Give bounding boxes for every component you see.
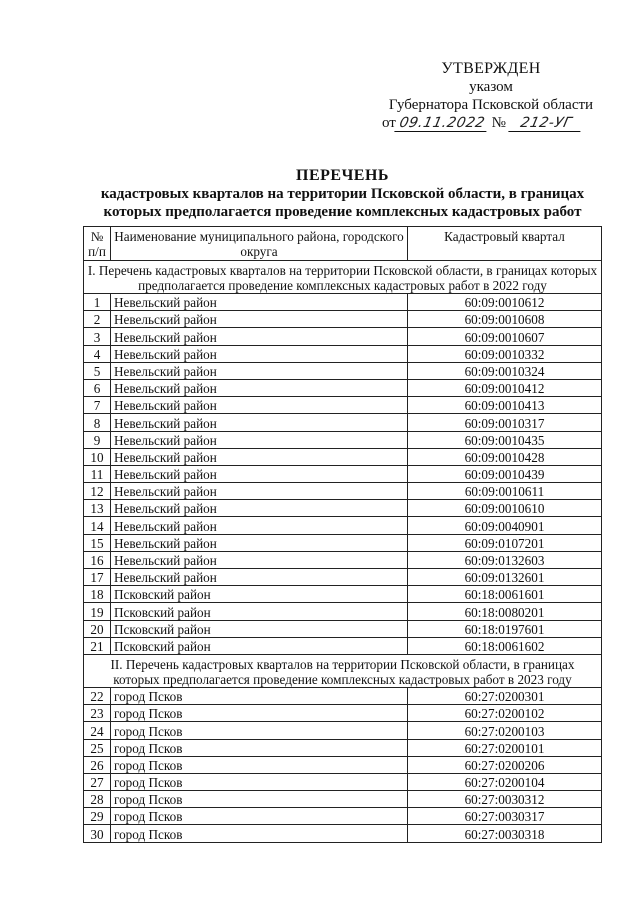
municipality-name: Невельский район (111, 294, 408, 311)
municipality-name: город Псков (111, 825, 408, 842)
cadastral-quarter: 60:09:0010413 (408, 397, 602, 414)
municipality-name: Невельский район (111, 345, 408, 362)
table-row (84, 431, 602, 448)
cadastral-quarter: 60:27:0030318 (408, 825, 602, 842)
date-prefix: от (382, 115, 396, 131)
table-row (84, 517, 602, 534)
cadastral-quarter: 60:09:0010412 (408, 379, 602, 396)
approval-stamp (380, 60, 602, 132)
row-number: 25 (84, 739, 111, 756)
table-row (84, 569, 602, 586)
approval-title: УТВЕРЖДЕН (441, 60, 541, 77)
municipality-name: Невельский район (111, 362, 408, 379)
municipality-name: город Псков (111, 808, 408, 825)
row-number: 27 (84, 773, 111, 790)
municipality-name: Невельский район (111, 328, 408, 345)
row-number: 21 (84, 637, 111, 654)
municipality-name: Псковский район (111, 586, 408, 603)
cadastral-quarter: 60:09:0132601 (408, 569, 602, 586)
municipality-name: Невельский район (111, 534, 408, 551)
document-subtitle-line-1: кадастровых кварталов на территории Псковской области, в границах (100, 186, 585, 202)
municipality-name: Невельский район (111, 414, 408, 431)
cadastral-quarter: 60:09:0010610 (408, 500, 602, 517)
document-subtitle-line-2: которых предполагается проведение комплексных кадастровых работ (103, 204, 582, 220)
table-row (84, 500, 602, 517)
cadastral-quarter: 60:09:0040901 (408, 517, 602, 534)
table-row (84, 379, 602, 396)
cadastral-quarter: 60:18:0061602 (408, 637, 602, 654)
document-heading (70, 167, 615, 221)
table-row (84, 739, 602, 756)
row-number: 16 (84, 551, 111, 568)
municipality-name: Невельский район (111, 431, 408, 448)
cadastral-quarter: 60:18:0061601 (408, 586, 602, 603)
row-number: 26 (84, 756, 111, 773)
row-number: 24 (84, 722, 111, 739)
cadastral-quarters-table (83, 226, 602, 843)
table-row (84, 705, 602, 722)
table-row (84, 397, 602, 414)
municipality-name: Невельский район (111, 500, 408, 517)
table-row (84, 687, 602, 704)
row-number: 3 (84, 328, 111, 345)
row-number: 5 (84, 362, 111, 379)
cadastral-quarter: 60:09:0010612 (408, 294, 602, 311)
cadastral-quarter: 60:09:0010608 (408, 311, 602, 328)
section-header-row (84, 261, 602, 294)
table-header-row (84, 227, 602, 261)
table-row (84, 465, 602, 482)
municipality-name: Невельский район (111, 483, 408, 500)
cadastral-quarter: 60:09:0010324 (408, 362, 602, 379)
table-row (84, 603, 602, 620)
row-number: 1 (84, 294, 111, 311)
municipality-name: Псковский район (111, 637, 408, 654)
section-header-row (84, 654, 602, 687)
row-number: 12 (84, 483, 111, 500)
table-row (84, 534, 602, 551)
municipality-name: Невельский район (111, 551, 408, 568)
row-number: 28 (84, 791, 111, 808)
table-row (84, 362, 602, 379)
row-number: 11 (84, 465, 111, 482)
row-number: 15 (84, 534, 111, 551)
table-row (84, 773, 602, 790)
cadastral-quarter: 60:27:0200103 (408, 722, 602, 739)
row-number: 30 (84, 825, 111, 842)
municipality-name: город Псков (111, 687, 408, 704)
row-number: 29 (84, 808, 111, 825)
cadastral-quarter: 60:27:0030312 (408, 791, 602, 808)
municipality-name: город Псков (111, 756, 408, 773)
municipality-name: Невельский район (111, 397, 408, 414)
row-number: 22 (84, 687, 111, 704)
municipality-name: Невельский район (111, 569, 408, 586)
table-row (84, 791, 602, 808)
table-row (84, 328, 602, 345)
table-row (84, 722, 602, 739)
row-number: 7 (84, 397, 111, 414)
row-number: 23 (84, 705, 111, 722)
cadastral-quarter: 60:27:0200102 (408, 705, 602, 722)
handwritten-date: 09.11.2022 (394, 116, 489, 132)
section-title: II. Перечень кадастровых кварталов на территории Псковской области, в границах которых предполагается проведение комплексных кадастровых работ в 2023 году (84, 654, 602, 687)
cadastral-quarter: 60:09:0010611 (408, 483, 602, 500)
row-number: 17 (84, 569, 111, 586)
table-row (84, 637, 602, 654)
municipality-name: город Псков (111, 722, 408, 739)
table-row (84, 294, 602, 311)
document-title: ПЕРЕЧЕНЬ (296, 167, 389, 184)
row-number: 13 (84, 500, 111, 517)
cadastral-quarter: 60:27:0030317 (408, 808, 602, 825)
table-row (84, 756, 602, 773)
municipality-name: Невельский район (111, 311, 408, 328)
table-row (84, 825, 602, 842)
approval-date-line (380, 114, 602, 132)
cadastral-quarter: 60:09:0010439 (408, 465, 602, 482)
approval-line-governor: Губернатора Псковской области (388, 97, 594, 113)
row-number: 9 (84, 431, 111, 448)
row-number: 2 (84, 311, 111, 328)
municipality-name: Невельский район (111, 448, 408, 465)
table-row (84, 620, 602, 637)
cadastral-quarter: 60:09:0010435 (408, 431, 602, 448)
row-number: 6 (84, 379, 111, 396)
municipality-name: Псковский район (111, 603, 408, 620)
row-number: 10 (84, 448, 111, 465)
header-name: Наименование муниципального района, городского округа (111, 227, 408, 261)
table-row (84, 586, 602, 603)
table-row (84, 483, 602, 500)
cadastral-quarter: 60:18:0197601 (408, 620, 602, 637)
municipality-name: город Псков (111, 705, 408, 722)
handwritten-number: 212-УГ (508, 116, 583, 132)
municipality-name: Невельский район (111, 465, 408, 482)
cadastral-quarter: 60:27:0200101 (408, 739, 602, 756)
municipality-name: Невельский район (111, 379, 408, 396)
cadastral-quarter: 60:09:0010332 (408, 345, 602, 362)
row-number: 14 (84, 517, 111, 534)
municipality-name: Невельский район (111, 517, 408, 534)
header-code: Кадастровый квартал (408, 227, 602, 261)
row-number: 20 (84, 620, 111, 637)
cadastral-quarter: 60:18:0080201 (408, 603, 602, 620)
cadastral-quarter: 60:27:0200206 (408, 756, 602, 773)
row-number: 8 (84, 414, 111, 431)
approval-line-decree: указом (469, 79, 513, 95)
table-row (84, 311, 602, 328)
header-number: № п/п (84, 227, 111, 261)
table-row (84, 808, 602, 825)
row-number: 4 (84, 345, 111, 362)
table-row (84, 414, 602, 431)
municipality-name: город Псков (111, 791, 408, 808)
municipality-name: Псковский район (111, 620, 408, 637)
cadastral-quarter: 60:09:0132603 (408, 551, 602, 568)
table-row (84, 448, 602, 465)
table-row (84, 551, 602, 568)
cadastral-quarter: 60:09:0010428 (408, 448, 602, 465)
municipality-name: город Псков (111, 773, 408, 790)
cadastral-quarter: 60:09:0010317 (408, 414, 602, 431)
cadastral-quarter: 60:09:0010607 (408, 328, 602, 345)
row-number: 18 (84, 586, 111, 603)
table-body (84, 261, 602, 843)
cadastral-quarter: 60:27:0200301 (408, 687, 602, 704)
section-title: I. Перечень кадастровых кварталов на территории Псковской области, в границах которых предполагается проведение комплексных кадастровых работ в 2022 году (84, 261, 602, 294)
municipality-name: город Псков (111, 739, 408, 756)
row-number: 19 (84, 603, 111, 620)
cadastral-quarter: 60:09:0107201 (408, 534, 602, 551)
number-prefix: № (491, 115, 506, 131)
table-row (84, 345, 602, 362)
cadastral-quarter: 60:27:0200104 (408, 773, 602, 790)
